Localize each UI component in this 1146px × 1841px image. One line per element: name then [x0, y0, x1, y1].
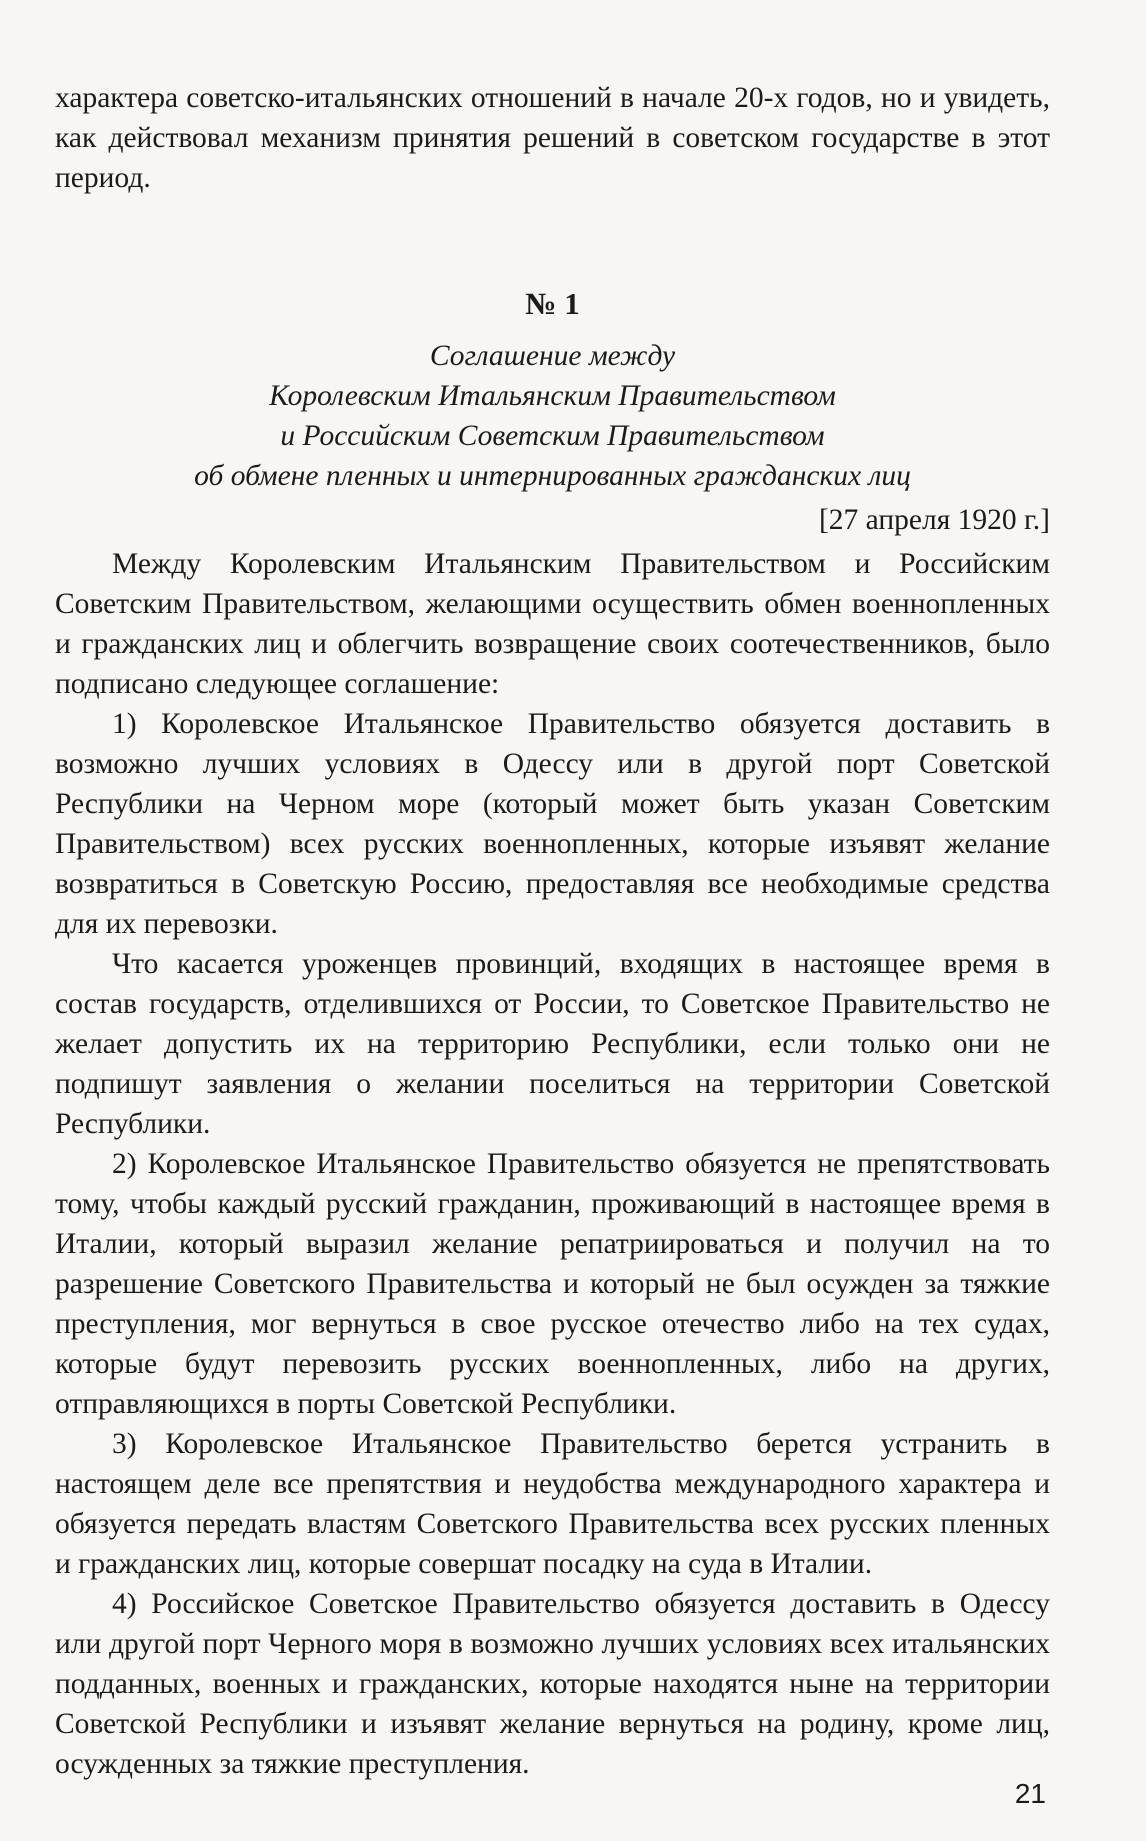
title-line-1: Соглашение между: [429, 340, 676, 372]
article-3-paragraph: 3) Королевское Итальянское Правительство берется устранить в настоящем деле все препятствия и неудобства международного характера и обязуется передать властям Советского Правительства всех русских пленных и гражданских лиц, которые совершат посадку на суда в Италии.: [55, 1428, 1050, 1580]
title-line-2: Королевским Итальянским Правительством: [269, 380, 836, 412]
title-line-4: об обмене пленных и интернированных гражданских лиц: [194, 460, 911, 492]
document-date: [27 апреля 1920 г.]: [818, 504, 1050, 536]
article-2-paragraph: 2) Королевское Итальянское Правительство обязуется не препятствовать тому, чтобы каждый русский гражданин, проживающий в настоящее время в Италии, который выразил желание репатриироваться и получил на то разрешение Советского Правительства и который не был осужден за тяжкие преступления, мог вернуться в свое русское отечество либо на тех судах, которые будут перевозить русских военнопленных, либо на других, отправляющихся в порты Советской Республики.: [55, 1148, 1050, 1420]
article-1-paragraph: 1) Королевское Итальянское Правительство обязуется доставить в возможно лучших условиях в Одессу или в другой порт Советской Республики на Черном море (который может быть указан Советским Правительством) всех русских военнопленных, которые изъявят желание возвратиться в Советскую Россию, предоставляя все необходимые средства для их перевозки.: [55, 708, 1050, 940]
preamble-paragraph: Между Королевским Итальянским Правительством и Российским Советским Правительством, желающими осуществить обмен военнопленных и гражданских лиц и облегчить возвращение своих соотечественников, было подписано следующее соглашение:: [55, 548, 1050, 700]
page-number: 21: [1014, 1778, 1046, 1809]
article-4-paragraph: 4) Российское Советское Правительство обязуется доставить в Одессу или другой порт Черного моря в возможно лучших условиях всех итальянских подданных, военных и гражданских, которые находятся ныне на территории Советской Республики и изъявят желание вернуться на родину, кроме лиц, осужденных за тяжкие преступления.: [55, 1588, 1050, 1780]
document-number: № 1: [525, 286, 580, 321]
page-body: [55, 78, 1050, 1784]
title-line-3: и Российским Советским Правительством: [280, 420, 825, 452]
provinces-paragraph: Что касается уроженцев провинций, входящих в настоящее время в состав государств, отделившихся от России, то Советское Правительство не желает допустить их на территорию Республики, если только они не подпишут заявления о желании поселиться на территории Советской Республики.: [55, 948, 1050, 1140]
intro-paragraph: характера советско-итальянских отношений в начале 20-х годов, но и увидеть, как действовал механизм принятия решений в советском государстве в этот период.: [55, 82, 1050, 194]
